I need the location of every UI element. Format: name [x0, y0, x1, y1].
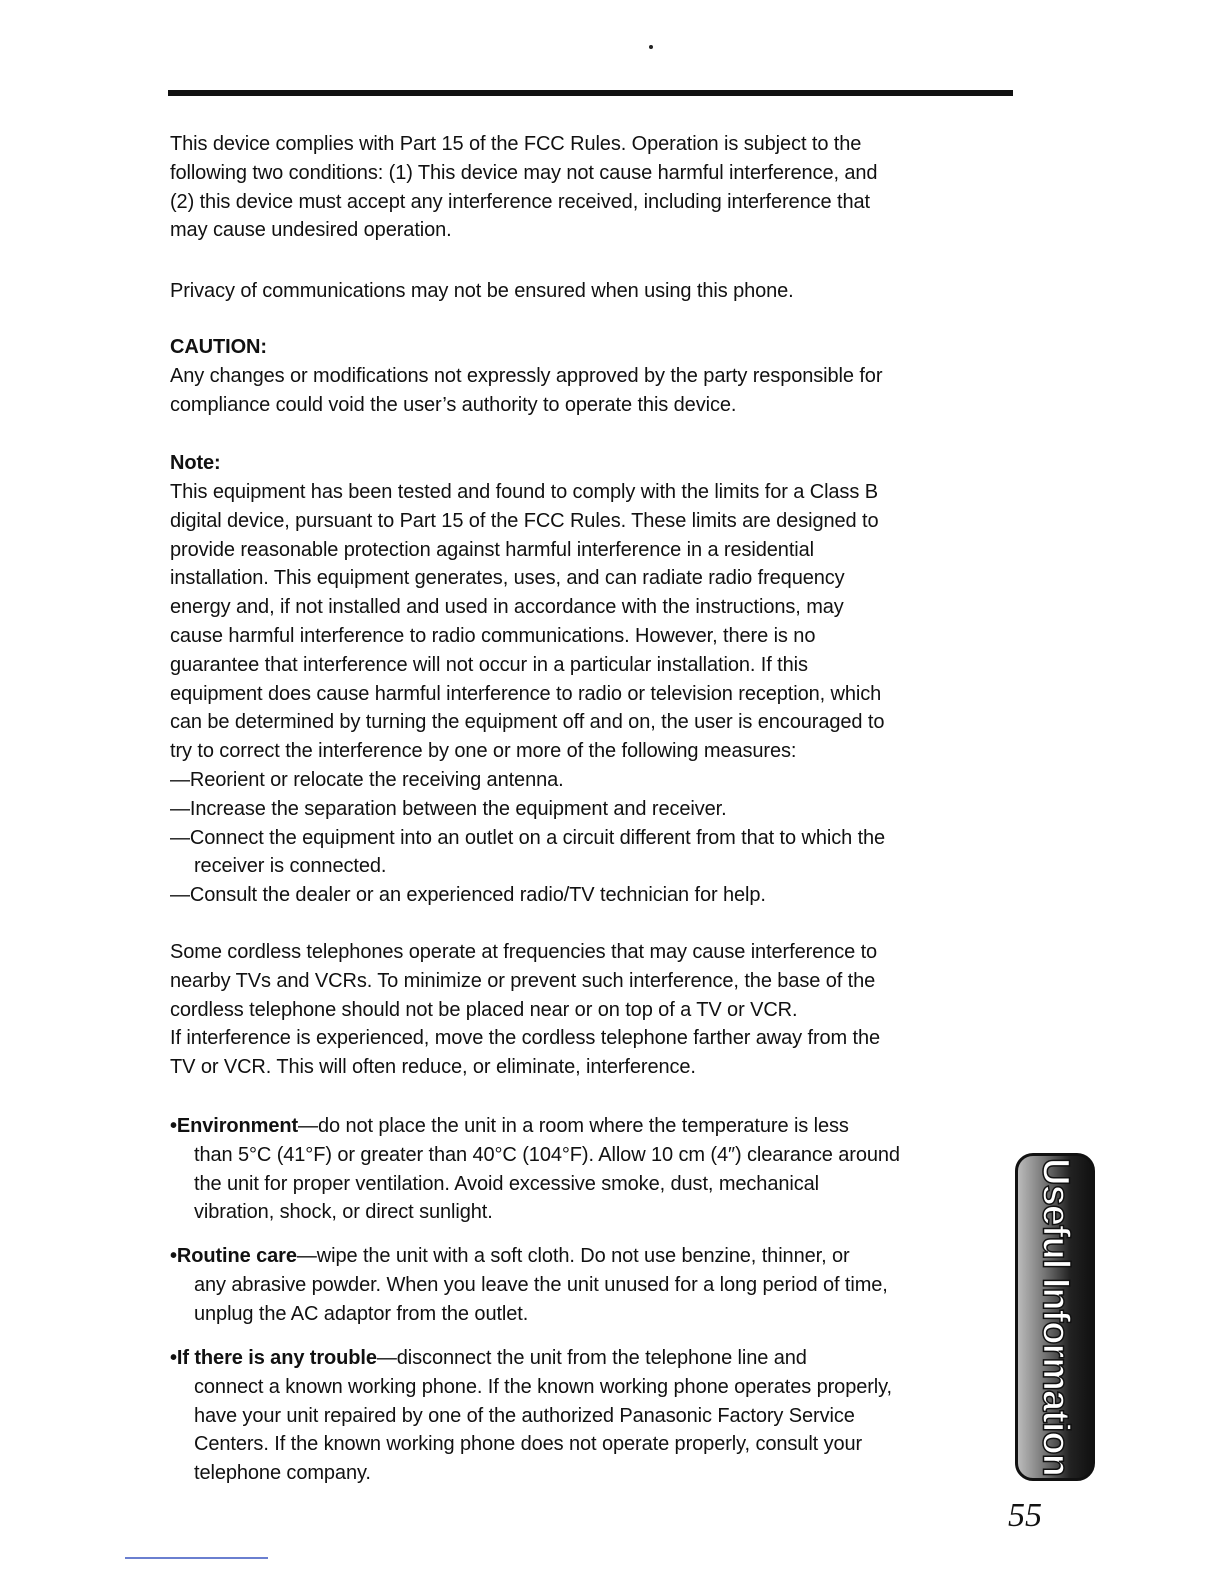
line-text: may cause undesired operation. [170, 219, 452, 242]
line-text: have your unit repaired by one of the authorized Panasonic Factory Service [194, 1404, 855, 1427]
caution-heading: CAUTION: [170, 336, 267, 358]
text-line [170, 852, 1030, 881]
text-line [170, 1198, 1030, 1227]
line-text: telephone company. [194, 1462, 371, 1485]
text-line [170, 1271, 1030, 1300]
text-line [170, 1459, 1030, 1488]
text-line [170, 795, 1030, 824]
text-line [170, 938, 1030, 967]
line-text: installation. This equipment generates, uses, and can radiate radio frequency [170, 567, 845, 590]
line-text: If interference is experienced, move the cordless telephone farther away from the [170, 1027, 881, 1050]
section-tab-label: Useful Information [1034, 1158, 1077, 1476]
text-line [170, 824, 1030, 853]
line-text: cause harmful interference to radio communications. However, there is no [170, 624, 816, 647]
line-text: compliance could void the user’s authority to operate this device. [170, 393, 737, 416]
line-text: —Consult the dealer or an experienced radio/TV technician for help. [170, 884, 766, 907]
text-line [170, 1242, 1030, 1271]
line-text: —do not place the unit in a room where the temperature is less [298, 1115, 849, 1137]
text-line [170, 766, 1030, 795]
line-text: vibration, shock, or direct sunlight. [194, 1201, 493, 1224]
text-line [170, 651, 1030, 680]
text-line [170, 1141, 1030, 1170]
line-text: equipment does cause harmful interference to radio or television reception, which [170, 682, 882, 705]
line-text: —wipe the unit with a soft cloth. Do not use benzine, thinner, or [296, 1245, 850, 1267]
line-text: TV or VCR. This will often reduce, or eliminate, interference. [170, 1056, 696, 1079]
line-text: Any changes or modifications not expressly approved by the party responsible for [170, 365, 883, 387]
line-text: than 5°C (41°F) or greater than 40°C (104°F). Allow 10 cm (4″) clearance around [194, 1143, 900, 1166]
bullet-routine-care [170, 1242, 1030, 1328]
bullet-title: •Routine care [170, 1245, 297, 1267]
text-line [170, 277, 1030, 306]
page-number: 55 [1008, 1497, 1042, 1534]
text-line [170, 1300, 1030, 1329]
text-line [170, 593, 1030, 622]
line-text: cordless telephone should not be placed near or on top of a TV or VCR. [170, 998, 798, 1021]
text-line [170, 967, 1030, 996]
note-paragraph [170, 478, 1030, 910]
note-heading: Note: [170, 452, 221, 474]
line-text: —Reorient or relocate the receiving antenna. [170, 768, 564, 791]
bottom-line [125, 1557, 268, 1559]
text-line [170, 881, 1030, 910]
bullet-title: •If there is any trouble [170, 1347, 377, 1369]
caution-paragraph [170, 362, 1030, 420]
section-tab [1015, 1153, 1095, 1481]
line-text: This equipment has been tested and found to comply with the limits for a Class B [170, 481, 878, 503]
text-line [170, 130, 1030, 159]
line-text: Privacy of communications may not be ensured when using this phone. [170, 280, 794, 302]
line-text: —Connect the equipment into an outlet on a circuit different from that to which the [170, 826, 886, 849]
text-line [170, 996, 1030, 1025]
text-line [170, 708, 1030, 737]
bullet-environment [170, 1112, 1030, 1227]
line-text: guarantee that interference will not occur in a particular installation. If this [170, 653, 808, 676]
text-line [170, 391, 1030, 420]
line-text: connect a known working phone. If the known working phone operates properly, [194, 1375, 893, 1398]
bullet-trouble [170, 1344, 1030, 1488]
line-text: (2) this device must accept any interference received, including interference that [170, 190, 870, 213]
line-text: can be determined by turning the equipment off and on, the user is encouraged to [170, 711, 885, 734]
text-line [170, 216, 1030, 245]
line-text: nearby TVs and VCRs. To minimize or prevent such interference, the base of the [170, 969, 876, 992]
text-line [170, 1112, 1030, 1141]
line-text: —Increase the separation between the equipment and receiver. [170, 797, 727, 820]
line-text: Some cordless telephones operate at frequencies that may cause interference to [170, 941, 878, 963]
text-line [170, 1430, 1030, 1459]
text-line [170, 188, 1030, 217]
line-text: receiver is connected. [194, 855, 387, 878]
line-text: Centers. If the known working phone does not operate properly, consult your [194, 1433, 863, 1456]
text-line [170, 1170, 1030, 1199]
line-text: try to correct the interference by one or more of the following measures: [170, 740, 797, 763]
speck [649, 45, 653, 49]
text-line [170, 1024, 1030, 1053]
fcc-compliance-paragraph [170, 130, 1030, 245]
top-rule [168, 90, 1013, 96]
text-line [170, 564, 1030, 593]
line-text: any abrasive powder. When you leave the unit unused for a long period of time, [194, 1273, 888, 1296]
text-line [170, 1373, 1030, 1402]
text-line [170, 159, 1030, 188]
line-text: energy and, if not installed and used in accordance with the instructions, may [170, 596, 844, 619]
line-text: the unit for proper ventilation. Avoid excessive smoke, dust, mechanical [194, 1172, 819, 1195]
text-line [170, 478, 1030, 507]
privacy-paragraph [170, 277, 1030, 306]
text-line [170, 507, 1030, 536]
line-text: provide reasonable protection against harmful interference in a residential [170, 538, 814, 561]
text-line [170, 362, 1030, 391]
text-line [170, 1053, 1030, 1082]
text-line [170, 737, 1030, 766]
bullet-title: •Environment [170, 1115, 299, 1137]
text-line [170, 536, 1030, 565]
text-line [170, 622, 1030, 651]
line-text: This device complies with Part 15 of the FCC Rules. Operation is subject to the [170, 133, 862, 155]
cordless-paragraph [170, 938, 1030, 1082]
line-text: following two conditions: (1) This device may not cause harmful interference, and [170, 161, 878, 184]
text-line [170, 1402, 1030, 1431]
text-line [170, 680, 1030, 709]
line-text: unplug the AC adaptor from the outlet. [194, 1302, 529, 1325]
line-text: digital device, pursuant to Part 15 of the FCC Rules. These limits are designed to [170, 509, 879, 532]
text-line [170, 1344, 1030, 1373]
line-text: —disconnect the unit from the telephone line and [376, 1347, 807, 1369]
